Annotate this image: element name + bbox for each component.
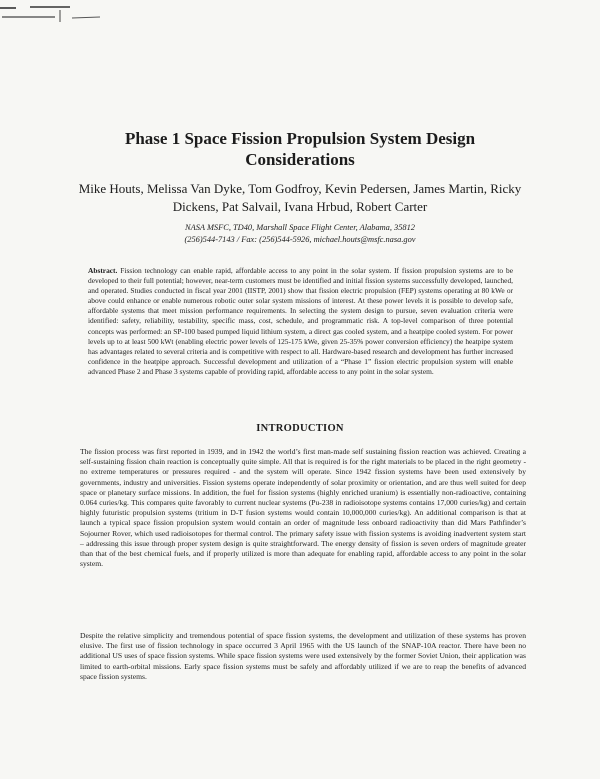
- affiliation-address: NASA MSFC, TD40, Marshall Space Flight Center, Alabama, 35812: [185, 223, 415, 232]
- author-list: Mike Houts, Melissa Van Dyke, Tom Godfroy, Kevin Pedersen, James Martin, Ricky Dickens, Pat Salvail, Ivana Hrbud, Robert Carter: [78, 181, 522, 214]
- abstract: [88, 266, 513, 377]
- section-heading-introduction: INTRODUCTION: [256, 423, 344, 434]
- affiliation-contact: (256)544-7143 / Fax: (256)544-5926, michael.houts@msfc.nasa.gov: [184, 235, 416, 244]
- intro-paragraph-2: Despite the relative simplicity and tremendous potential of space fission systems, the development and utilization of these systems has proven elusive. The first use of fission technology in space occurred 3 April 1965 with the US launch of the SNAP-10A reactor. There have been no additional US uses of space fission systems. While space fission systems were used extensively by the former Soviet Union, their application was limited to earth-orbital missions. Early space fission systems must be safely and affordably utilized if we are to reap the benefits of advanced space fission systems.: [80, 631, 526, 681]
- paper-title: Phase 1 Space Fission Propulsion System Design Considerations: [124, 129, 476, 169]
- intro-paragraph-1: The fission process was first reported in 1939, and in 1942 the world’s first man-made self sustaining fission reaction was achieved. Creating a self-sustaining fission chain reaction is conceptually quite simple. All that is required is for the right materials to be placed in the right geometry - no extreme temperatures or pressures required - and the system will operate. Since 1942 fission systems have been used extensively by governments, industry and universities. Fission systems operate independently of solar proximity or orientation, and are thus well suited for deep space or planetary surface missions. In addition, the fuel for fission systems (highly enriched uranium) is essentially non-radioactive, containing 0.064 curies/kg. This compares quite favorably to current nuclear systems (Pu-238 in radioisotope systems contains 17,000 curies/kg) and certain highly futuristic propulsion systems (tritium in D-T fusion systems would contain 10,000,000 curies/kg). An additional comparison is that at launch a typical space fission propulsion system would contain an order of magnitude less onboard radioactivity than did Mars Pathfinder’s Sojourner Rover, which used radioisotopes for thermal control. The primary safety issue with fission systems is avoiding inadvertent system start – addressing this issue through proper system design is quite straightforward. The energy density of fission is seven orders of magnitude greater than that of the best chemical fuels, and if properly utilized is more than adequate for enabling rapid, affordable access to any point in the solar system.: [80, 447, 526, 569]
- abstract-text: Fission technology can enable rapid, affordable access to any point in the solar system. If fission propulsion systems are to be developed to their full potential; however, near-term customers must be identified and initial fission systems successfully developed, launched, and operated. Studies conducted in fiscal year 2001 (IISTP, 2001) show that fission electric propulsion (FEP) systems operating at 80 kWe or above could enhance or enable numerous robotic outer solar system missions of interest. At these power levels it is possible to develop safe, affordable systems that meet mission performance requirements. In selecting the system design to pursue, seven evaluation criteria were identified: safety, reliability, testability, specific mass, cost, schedule, and programmatic risk. A top-level comparison of three potential concepts was performed: an SP-100 based pumped liquid lithium system, a direct gas cooled system, and a heatpipe cooled system. For power levels up to at least 500 kWt (enabling electric power levels of 125-175 kWe, given 25-35% power conversion efficiency) the heatpipe system has advantages related to several criteria and is competitive with respect to all. Hardware-based research and development has further increased confidence in the heatpipe approach. Successful development and utilization of a “Phase 1” fission electric propulsion system will enable advanced Phase 2 and Phase 3 systems capable of providing rapid, affordable access to any point in the solar system.: [88, 266, 513, 376]
- affiliation: [150, 222, 450, 246]
- abstract-label: Abstract.: [88, 266, 118, 275]
